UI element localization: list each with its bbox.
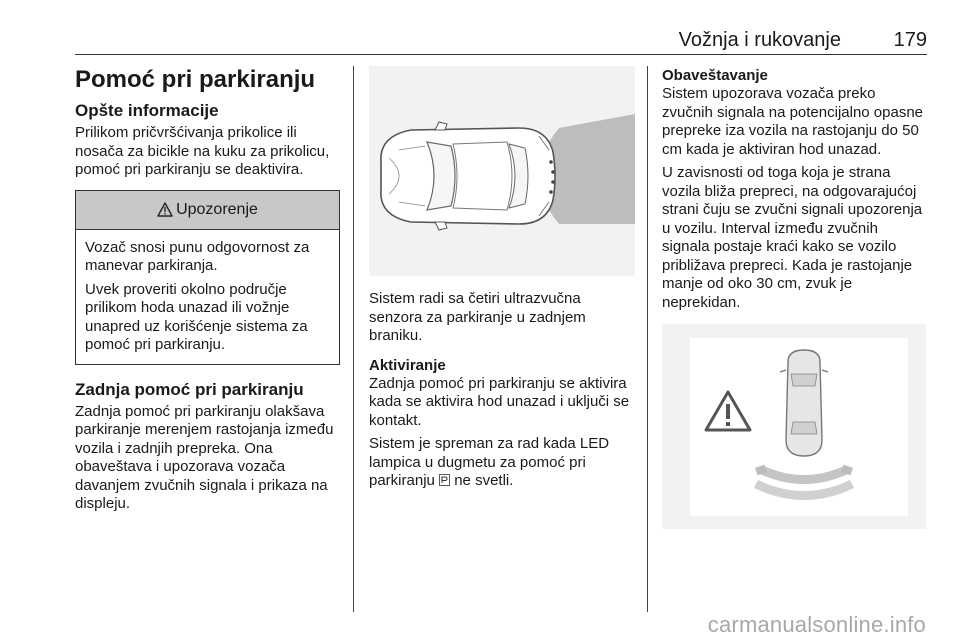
ready-text-before: Sistem je spreman za rad kada LED lampica u dugmetu za pomoć pri parkiranju (369, 435, 610, 489)
notification-text: Sistem upozorava vozača preko zvučnih signala na potencijalno opasne prepreke iza vozila na rastojanju do 50 cm kada je aktiviran hod unazad. (662, 85, 924, 158)
warning-triangle-icon (157, 202, 173, 217)
rear-assist-heading: Zadnja pomoć pri parkiranju (75, 379, 304, 399)
ready-text-after: ne svetli. (454, 472, 514, 489)
activation-heading: Aktiviranje (369, 356, 446, 374)
page-header (75, 28, 927, 54)
rear-assist-text: Zadnja pomoć pri parkiranju olakšava parkiranje merenjem rastojanja između vozila i zadnjih prepreka. Ona obaveštava i upozorava vozača davanjem zvučnih signala i prikaza na displeju. (75, 402, 334, 512)
page-number: 179 (893, 29, 927, 51)
side-warning-text: U zavisnosti od toga koja je strana vozila bliža prepreci, na odgovarajućoj strani čuju se zvučni signali upozorenja u vozilu. Interval između zvučnih signala postaje kraći kako se vozilo približava prepreci. Kada je rastojanje manje od oko 30 cm, zvuk je neprekidan. (662, 164, 923, 311)
warning-header (76, 191, 339, 230)
warning-text-1: Vozač snosi punu odgovornost za manevar parkiranja. (85, 238, 310, 274)
general-text: Prilikom pričvršćivanja prikolice ili nosača za bicikle na kuku za prikolicu, pomoć pri parkiranju se deaktivira. (75, 124, 330, 178)
column-divider-left (353, 66, 354, 612)
column-divider-right (647, 66, 648, 612)
watermark: carmanualsonline.info (707, 612, 926, 637)
car-top-small-icon (780, 350, 828, 456)
sensors-text: Sistem radi sa četiri ultrazvučna senzora za parkiranje u zadnjem braniku. (369, 290, 586, 344)
warning-body (76, 230, 339, 364)
activation-text: Zadnja pomoć pri parkiranju se aktivira kada se aktivira hod unazad i uključi se kontakt. (369, 374, 630, 429)
notification-heading: Obaveštavanje (662, 67, 768, 84)
parking-assist-button-icon (439, 474, 450, 486)
general-heading: Opšte informacije (75, 101, 219, 120)
column-2 (369, 66, 635, 496)
car-top-view-icon (369, 66, 635, 276)
parking-display-illustration (662, 324, 926, 529)
warning-text-2: Uvek proveriti okolno područje prilikom hoda unazad ili vožnje unapred uz korišćenje sistema za pomoć pri parkiranju. (85, 280, 308, 353)
chapter-title: Vožnja i rukovanje (678, 29, 841, 51)
car-sensor-illustration (369, 66, 635, 276)
column-1 (75, 66, 340, 519)
column-3 (662, 66, 926, 529)
header-rule (75, 54, 927, 55)
ready-text (369, 435, 635, 491)
warning-title: Upozorenje (176, 200, 258, 218)
section-title: Pomoć pri parkiranju (75, 66, 316, 93)
warning-box (75, 190, 340, 365)
parking-display-icon (662, 324, 926, 529)
